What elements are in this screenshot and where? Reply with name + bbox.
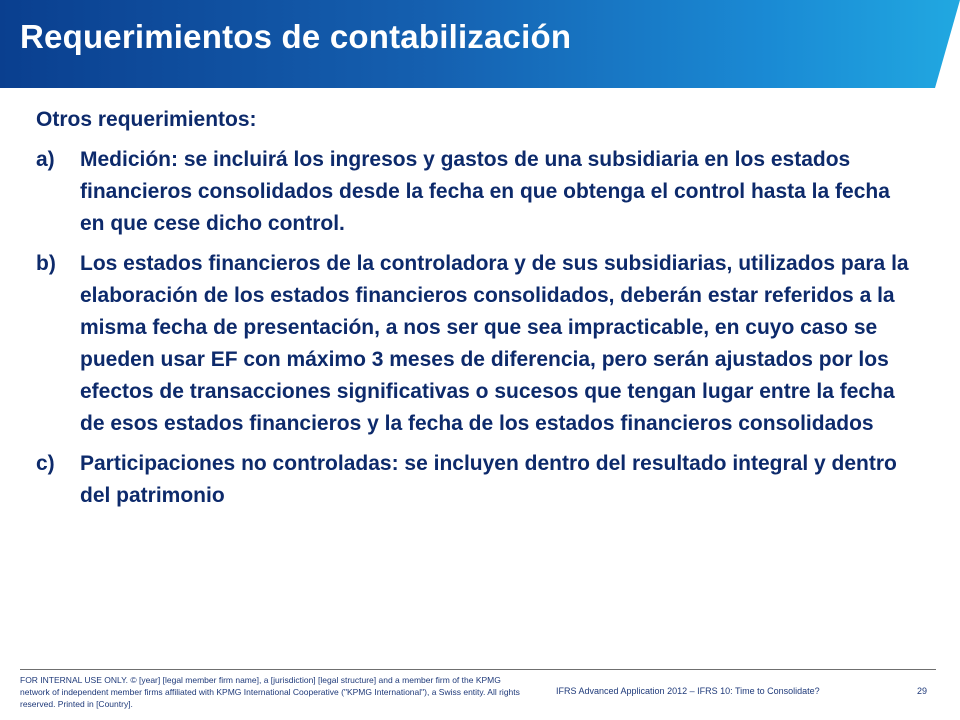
slide-body: [36, 104, 916, 520]
footer-divider: [20, 669, 936, 670]
footer-disclaimer: FOR INTERNAL USE ONLY. © [year] [legal member firm name], a [jurisdiction] [legal structure] and a member firm of the KPMG network of independent member firms affiliated with KPMG International Cooperative ("KPMG International"), a Swiss entity. All rights reserved. Printed in [Country].: [20, 675, 520, 709]
list-item: [36, 144, 916, 240]
footer-course-title: IFRS Advanced Application 2012 – IFRS 10: Time to Consolidate?: [556, 686, 820, 696]
list-item: [36, 448, 916, 512]
list-item-text: Participaciones no controladas: se incluyen dentro del resultado integral y dentro del patrimonio: [80, 452, 897, 507]
list-item-text: Los estados financieros de la controladora y de sus subsidiarias, utilizados para la elaboración de los estados financieros consolidados, deberán estar referidos a la misma fecha de presentación, a nos ser que sea impracticable, en cuyo caso se pueden usar EF con máximo 3 meses de diferencia, pero serán ajustados por los efectos de transacciones significativas o sucesos que tengan lugar entre la fecha de esos estados financieros y la fecha de los estados financieros consolidados: [80, 252, 909, 435]
intro-text: Otros requerimientos:: [36, 108, 257, 131]
list-item-text: Medición: se incluirá los ingresos y gastos de una subsidiaria en los estados financieros consolidados desde la fecha en que obtenga el control hasta la fecha en que cese dicho control.: [80, 148, 890, 235]
list-marker: a): [36, 148, 55, 171]
list-marker: b): [36, 252, 56, 275]
list-marker: c): [36, 452, 55, 475]
page-number: 29: [917, 686, 928, 696]
list-item: [36, 248, 916, 440]
slide-title: Requerimientos de contabilización: [20, 18, 572, 55]
